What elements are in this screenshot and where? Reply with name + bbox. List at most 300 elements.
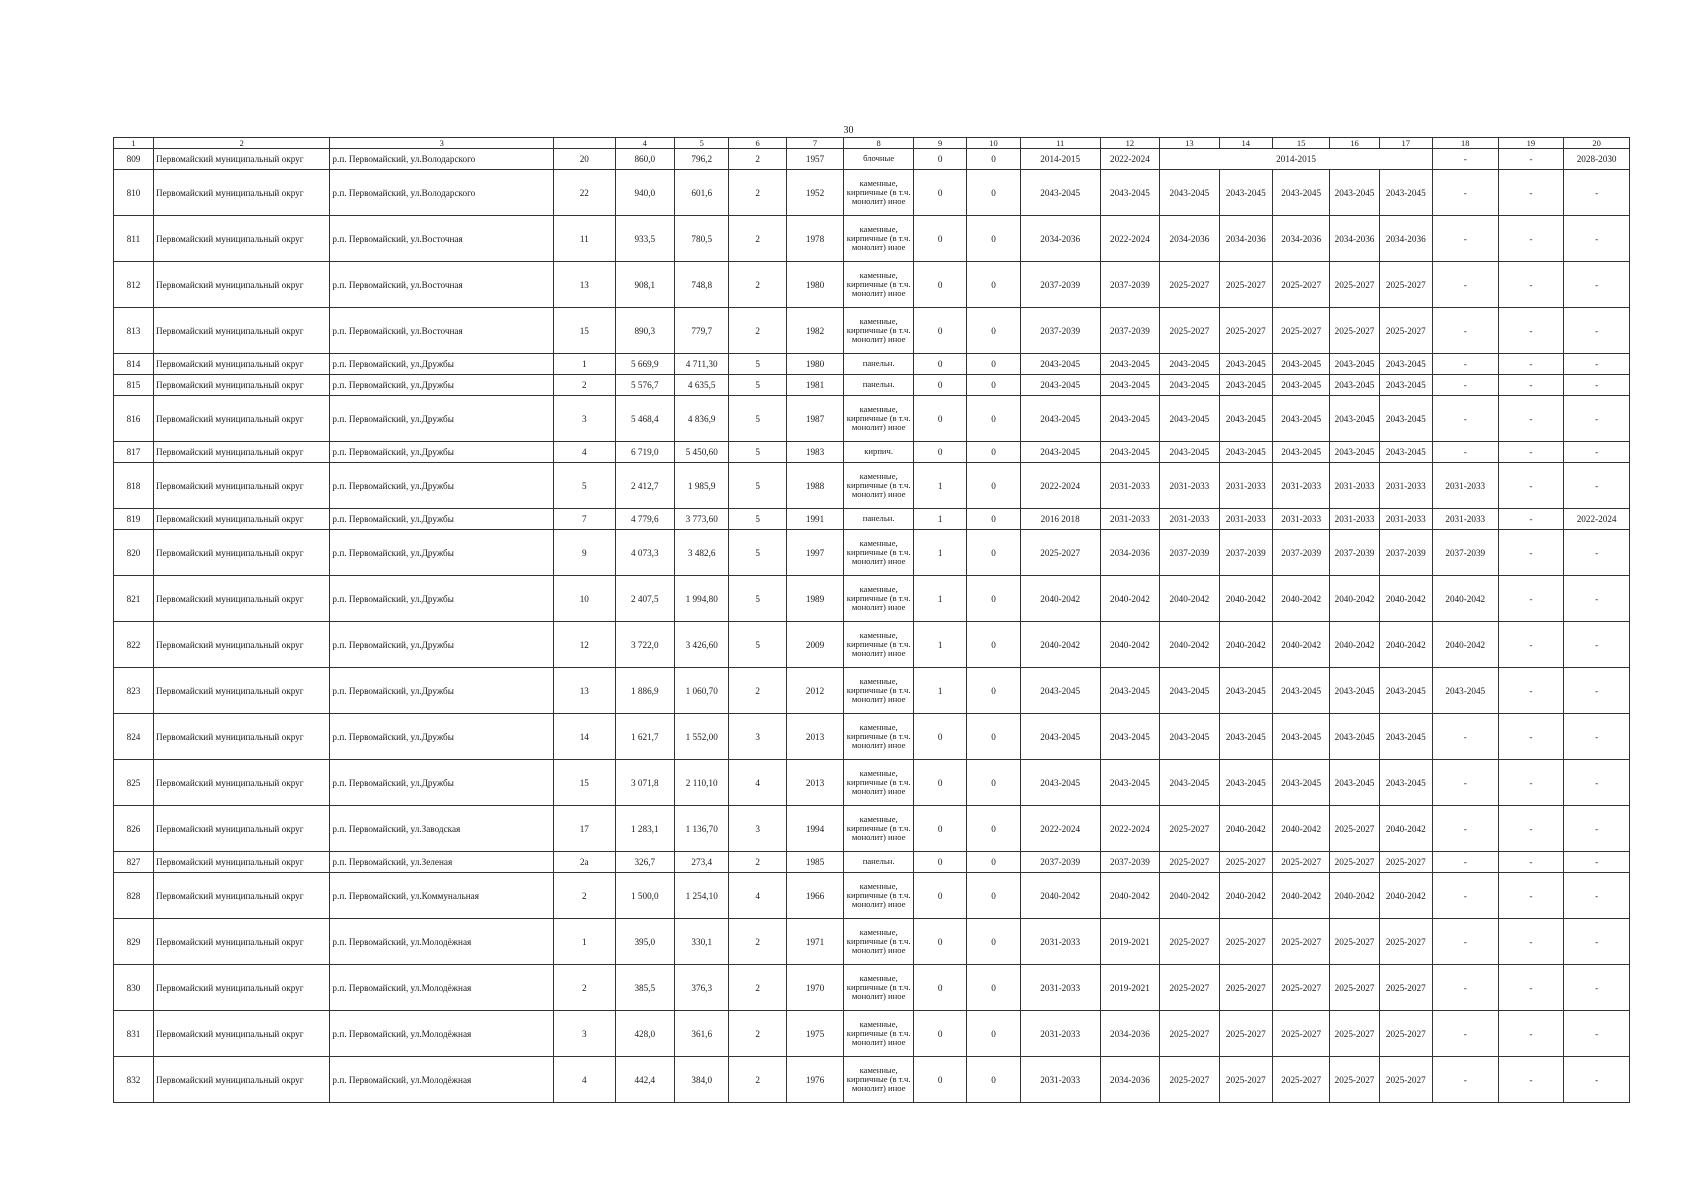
address-cell: р.п. Первомайский, ул.Молодёжная <box>330 919 554 965</box>
table-row <box>114 375 1630 396</box>
col17-period-cell: 2037-2039 <box>1379 530 1432 576</box>
house-number-cell: 4 <box>554 442 616 463</box>
year-built-cell: 1989 <box>786 576 843 622</box>
col17-period-cell: 2034-2036 <box>1379 216 1432 262</box>
floors-cell: 2 <box>729 1057 786 1103</box>
address-cell: р.п. Первомайский, ул.Восточная <box>330 308 554 354</box>
living-area-cell: 3 426,60 <box>675 622 729 668</box>
year-built-cell: 1983 <box>786 442 843 463</box>
row-number-cell: 827 <box>114 852 154 873</box>
column-number-header: 8 <box>844 138 914 149</box>
district-cell: Первомайский муниципальный округ <box>154 262 330 308</box>
col12-period-cell: 2037-2039 <box>1100 308 1159 354</box>
col13-period-cell: 2025-2027 <box>1160 919 1219 965</box>
living-area-cell: 1 552,00 <box>675 714 729 760</box>
wall-material-cell: каменные, кирпичные (в т.ч. монолит) иное <box>844 576 914 622</box>
table-row <box>114 509 1630 530</box>
district-cell: Первомайский муниципальный округ <box>154 354 330 375</box>
total-area-cell: 428,0 <box>615 1011 674 1057</box>
col9-cell: 0 <box>914 919 967 965</box>
col12-period-cell: 2034-2036 <box>1100 1057 1159 1103</box>
col12-period-cell: 2034-2036 <box>1100 1011 1159 1057</box>
col13-period-cell: 2025-2027 <box>1160 806 1219 852</box>
col12-period-cell: 2031-2033 <box>1100 509 1159 530</box>
district-cell: Первомайский муниципальный округ <box>154 668 330 714</box>
col12-period-cell: 2031-2033 <box>1100 463 1159 509</box>
col19-cell: - <box>1498 442 1564 463</box>
col13-period-cell: 2043-2045 <box>1160 760 1219 806</box>
col19-cell: - <box>1498 396 1564 442</box>
total-area-cell: 1 886,9 <box>615 668 674 714</box>
table-row <box>114 170 1630 216</box>
address-cell: р.п. Первомайский, ул.Володарского <box>330 149 554 170</box>
col16-period-cell: 2043-2045 <box>1330 714 1379 760</box>
house-number-cell: 5 <box>554 463 616 509</box>
table-row <box>114 806 1630 852</box>
district-cell: Первомайский муниципальный округ <box>154 396 330 442</box>
col16-period-cell: 2025-2027 <box>1330 965 1379 1011</box>
col13-period-cell: 2025-2027 <box>1160 965 1219 1011</box>
col19-cell: - <box>1498 530 1564 576</box>
row-number-cell: 828 <box>114 873 154 919</box>
col14-period-cell: 2025-2027 <box>1219 852 1272 873</box>
district-cell: Первомайский муниципальный округ <box>154 149 330 170</box>
floors-cell: 5 <box>729 509 786 530</box>
floors-cell: 2 <box>729 216 786 262</box>
table-row <box>114 873 1630 919</box>
col19-cell: - <box>1498 852 1564 873</box>
floors-cell: 2 <box>729 170 786 216</box>
row-number-cell: 816 <box>114 396 154 442</box>
row-number-cell: 822 <box>114 622 154 668</box>
column-number-header-row <box>114 138 1630 149</box>
col20-period-cell: - <box>1564 919 1630 965</box>
col16-period-cell: 2040-2042 <box>1330 576 1379 622</box>
col20-period-cell: - <box>1564 852 1630 873</box>
house-number-cell: 2 <box>554 375 616 396</box>
row-number-cell: 830 <box>114 965 154 1011</box>
col20-period-cell: - <box>1564 668 1630 714</box>
col14-period-cell: 2043-2045 <box>1219 714 1272 760</box>
column-number-header: 10 <box>967 138 1020 149</box>
table-row <box>114 919 1630 965</box>
living-area-cell: 384,0 <box>675 1057 729 1103</box>
row-number-cell: 813 <box>114 308 154 354</box>
row-number-cell: 809 <box>114 149 154 170</box>
col12-period-cell: 2043-2045 <box>1100 442 1159 463</box>
living-area-cell: 273,4 <box>675 852 729 873</box>
total-area-cell: 3 722,0 <box>615 622 674 668</box>
col20-period-cell: - <box>1564 463 1630 509</box>
address-cell: р.п. Первомайский, ул.Заводская <box>330 806 554 852</box>
col14-period-cell: 2034-2036 <box>1219 216 1272 262</box>
col11-period-cell: 2031-2033 <box>1020 919 1100 965</box>
col19-cell: - <box>1498 262 1564 308</box>
wall-material-cell: каменные, кирпичные (в т.ч. монолит) иное <box>844 806 914 852</box>
col12-period-cell: 2034-2036 <box>1100 530 1159 576</box>
col19-cell: - <box>1498 308 1564 354</box>
total-area-cell: 442,4 <box>615 1057 674 1103</box>
address-cell: р.п. Первомайский, ул.Молодёжная <box>330 1057 554 1103</box>
year-built-cell: 1976 <box>786 1057 843 1103</box>
col12-period-cell: 2040-2042 <box>1100 873 1159 919</box>
row-number-cell: 812 <box>114 262 154 308</box>
column-number-header <box>554 138 616 149</box>
total-area-cell: 1 500,0 <box>615 873 674 919</box>
table-row <box>114 1011 1630 1057</box>
wall-material-cell: каменные, кирпичные (в т.ч. монолит) иное <box>844 760 914 806</box>
col16-period-cell: 2040-2042 <box>1330 873 1379 919</box>
row-number-cell: 810 <box>114 170 154 216</box>
col9-cell: 0 <box>914 873 967 919</box>
total-area-cell: 2 407,5 <box>615 576 674 622</box>
col20-period-cell: - <box>1564 216 1630 262</box>
col18-period-cell: - <box>1432 262 1498 308</box>
col20-period-cell: - <box>1564 576 1630 622</box>
col20-period-cell: - <box>1564 530 1630 576</box>
col10-cell: 0 <box>967 216 1020 262</box>
col17-period-cell: 2025-2027 <box>1379 262 1432 308</box>
house-number-cell: 3 <box>554 1011 616 1057</box>
district-cell: Первомайский муниципальный округ <box>154 919 330 965</box>
row-number-cell: 824 <box>114 714 154 760</box>
table-row <box>114 1057 1630 1103</box>
wall-material-cell: каменные, кирпичные (в т.ч. монолит) иное <box>844 873 914 919</box>
col13-period-cell: 2043-2045 <box>1160 170 1219 216</box>
col14-period-cell: 2040-2042 <box>1219 576 1272 622</box>
col11-period-cell: 2043-2045 <box>1020 760 1100 806</box>
col18-period-cell: - <box>1432 714 1498 760</box>
house-number-cell: 1 <box>554 354 616 375</box>
col9-cell: 0 <box>914 714 967 760</box>
col15-period-cell: 2043-2045 <box>1272 668 1329 714</box>
col18-period-cell: - <box>1432 442 1498 463</box>
col12-period-cell: 2043-2045 <box>1100 714 1159 760</box>
year-built-cell: 2013 <box>786 714 843 760</box>
col10-cell: 0 <box>967 852 1020 873</box>
col19-cell: - <box>1498 149 1564 170</box>
total-area-cell: 395,0 <box>615 919 674 965</box>
col16-period-cell: 2034-2036 <box>1330 216 1379 262</box>
column-number-header: 17 <box>1379 138 1432 149</box>
house-number-cell: 17 <box>554 806 616 852</box>
table-row <box>114 216 1630 262</box>
col9-cell: 0 <box>914 308 967 354</box>
col13-period-cell: 2043-2045 <box>1160 668 1219 714</box>
living-area-cell: 4 635,5 <box>675 375 729 396</box>
house-number-cell: 13 <box>554 262 616 308</box>
house-number-cell: 4 <box>554 1057 616 1103</box>
col11-period-cell: 2043-2045 <box>1020 170 1100 216</box>
address-cell: р.п. Первомайский, ул.Дружбы <box>330 463 554 509</box>
district-cell: Первомайский муниципальный округ <box>154 965 330 1011</box>
district-cell: Первомайский муниципальный округ <box>154 308 330 354</box>
col11-period-cell: 2025-2027 <box>1020 530 1100 576</box>
year-built-cell: 1966 <box>786 873 843 919</box>
col18-period-cell: - <box>1432 806 1498 852</box>
floors-cell: 5 <box>729 576 786 622</box>
col18-period-cell: - <box>1432 308 1498 354</box>
col18-period-cell: - <box>1432 965 1498 1011</box>
column-number-header: 2 <box>154 138 330 149</box>
col20-period-cell: - <box>1564 170 1630 216</box>
col20-period-cell: - <box>1564 1011 1630 1057</box>
col19-cell: - <box>1498 1057 1564 1103</box>
col9-cell: 1 <box>914 622 967 668</box>
column-number-header: 5 <box>675 138 729 149</box>
wall-material-cell: кирпич. <box>844 442 914 463</box>
column-number-header: 7 <box>786 138 843 149</box>
col13-period-cell: 2040-2042 <box>1160 873 1219 919</box>
col13-period-cell: 2025-2027 <box>1160 1057 1219 1103</box>
col18-period-cell: - <box>1432 760 1498 806</box>
district-cell: Первомайский муниципальный округ <box>154 714 330 760</box>
year-built-cell: 1975 <box>786 1011 843 1057</box>
col10-cell: 0 <box>967 262 1020 308</box>
col14-period-cell: 2037-2039 <box>1219 530 1272 576</box>
col10-cell: 0 <box>967 576 1020 622</box>
district-cell: Первомайский муниципальный округ <box>154 806 330 852</box>
col11-period-cell: 2037-2039 <box>1020 262 1100 308</box>
house-number-cell: 15 <box>554 308 616 354</box>
col13-period-cell: 2043-2045 <box>1160 375 1219 396</box>
col20-period-cell: 2028-2030 <box>1564 149 1630 170</box>
house-number-cell: 13 <box>554 668 616 714</box>
house-number-cell: 7 <box>554 509 616 530</box>
column-number-header: 20 <box>1564 138 1630 149</box>
col17-period-cell: 2025-2027 <box>1379 919 1432 965</box>
district-cell: Первомайский муниципальный округ <box>154 760 330 806</box>
col14-period-cell: 2025-2027 <box>1219 308 1272 354</box>
floors-cell: 2 <box>729 262 786 308</box>
col17-period-cell: 2043-2045 <box>1379 170 1432 216</box>
table-row <box>114 714 1630 760</box>
col19-cell: - <box>1498 354 1564 375</box>
col12-period-cell: 2043-2045 <box>1100 354 1159 375</box>
col17-period-cell: 2025-2027 <box>1379 1011 1432 1057</box>
col15-period-cell: 2043-2045 <box>1272 354 1329 375</box>
table-row <box>114 396 1630 442</box>
address-cell: р.п. Первомайский, ул.Дружбы <box>330 530 554 576</box>
floors-cell: 5 <box>729 442 786 463</box>
wall-material-cell: панельн. <box>844 354 914 375</box>
address-cell: р.п. Первомайский, ул.Дружбы <box>330 622 554 668</box>
col13-period-cell: 2031-2033 <box>1160 463 1219 509</box>
col9-cell: 1 <box>914 576 967 622</box>
col13-period-cell: 2025-2027 <box>1160 308 1219 354</box>
col15-period-cell: 2025-2027 <box>1272 852 1329 873</box>
col15-period-cell: 2025-2027 <box>1272 1057 1329 1103</box>
col11-period-cell: 2043-2045 <box>1020 354 1100 375</box>
district-cell: Первомайский муниципальный округ <box>154 216 330 262</box>
col19-cell: - <box>1498 1011 1564 1057</box>
col15-period-cell: 2031-2033 <box>1272 509 1329 530</box>
col11-period-cell: 2022-2024 <box>1020 463 1100 509</box>
column-number-header: 12 <box>1100 138 1159 149</box>
col18-period-cell: - <box>1432 919 1498 965</box>
col11-period-cell: 2040-2042 <box>1020 576 1100 622</box>
total-area-cell: 890,3 <box>615 308 674 354</box>
col9-cell: 0 <box>914 354 967 375</box>
col16-period-cell: 2043-2045 <box>1330 170 1379 216</box>
living-area-cell: 1 985,9 <box>675 463 729 509</box>
col13-period-cell: 2040-2042 <box>1160 622 1219 668</box>
column-number-header: 15 <box>1272 138 1329 149</box>
address-cell: р.п. Первомайский, ул.Дружбы <box>330 509 554 530</box>
table-row <box>114 308 1630 354</box>
col12-period-cell: 2040-2042 <box>1100 622 1159 668</box>
district-cell: Первомайский муниципальный округ <box>154 576 330 622</box>
col17-period-cell: 2043-2045 <box>1379 760 1432 806</box>
wall-material-cell: каменные, кирпичные (в т.ч. монолит) иное <box>844 170 914 216</box>
year-built-cell: 2009 <box>786 622 843 668</box>
total-area-cell: 940,0 <box>615 170 674 216</box>
living-area-cell: 330,1 <box>675 919 729 965</box>
house-number-cell: 11 <box>554 216 616 262</box>
col14-period-cell: 2043-2045 <box>1219 170 1272 216</box>
house-number-cell: 10 <box>554 576 616 622</box>
col14-period-cell: 2043-2045 <box>1219 375 1272 396</box>
wall-material-cell: каменные, кирпичные (в т.ч. монолит) иное <box>844 668 914 714</box>
col18-period-cell: - <box>1432 396 1498 442</box>
col17-period-cell: 2040-2042 <box>1379 873 1432 919</box>
column-number-header: 1 <box>114 138 154 149</box>
wall-material-cell: каменные, кирпичные (в т.ч. монолит) иное <box>844 396 914 442</box>
year-built-cell: 1982 <box>786 308 843 354</box>
col11-period-cell: 2040-2042 <box>1020 873 1100 919</box>
district-cell: Первомайский муниципальный округ <box>154 170 330 216</box>
address-cell: р.п. Первомайский, ул.Дружбы <box>330 714 554 760</box>
living-area-cell: 2 110,10 <box>675 760 729 806</box>
col15-period-cell: 2040-2042 <box>1272 576 1329 622</box>
row-number-cell: 826 <box>114 806 154 852</box>
floors-cell: 5 <box>729 463 786 509</box>
district-cell: Первомайский муниципальный округ <box>154 463 330 509</box>
col10-cell: 0 <box>967 668 1020 714</box>
living-area-cell: 3 773,60 <box>675 509 729 530</box>
col20-period-cell: - <box>1564 806 1630 852</box>
col14-period-cell: 2025-2027 <box>1219 262 1272 308</box>
living-area-cell: 4 711,30 <box>675 354 729 375</box>
col13-period-cell: 2040-2042 <box>1160 576 1219 622</box>
col11-period-cell: 2031-2033 <box>1020 1057 1100 1103</box>
house-number-cell: 9 <box>554 530 616 576</box>
col9-cell: 1 <box>914 463 967 509</box>
year-built-cell: 1981 <box>786 375 843 396</box>
col12-period-cell: 2022-2024 <box>1100 149 1159 170</box>
house-number-cell: 22 <box>554 170 616 216</box>
col18-period-cell: - <box>1432 852 1498 873</box>
col19-cell: - <box>1498 216 1564 262</box>
col16-period-cell: 2031-2033 <box>1330 509 1379 530</box>
col18-period-cell: - <box>1432 170 1498 216</box>
col12-period-cell: 2043-2045 <box>1100 170 1159 216</box>
col9-cell: 0 <box>914 965 967 1011</box>
floors-cell: 2 <box>729 149 786 170</box>
wall-material-cell: каменные, кирпичные (в т.ч. монолит) иное <box>844 262 914 308</box>
col16-period-cell: 2043-2045 <box>1330 442 1379 463</box>
col20-period-cell: - <box>1564 760 1630 806</box>
total-area-cell: 3 071,8 <box>615 760 674 806</box>
wall-material-cell: каменные, кирпичные (в т.ч. монолит) иное <box>844 308 914 354</box>
col18-period-cell: 2031-2033 <box>1432 463 1498 509</box>
col19-cell: - <box>1498 919 1564 965</box>
col18-period-cell: - <box>1432 354 1498 375</box>
col20-period-cell: - <box>1564 714 1630 760</box>
col14-period-cell: 2040-2042 <box>1219 806 1272 852</box>
col9-cell: 0 <box>914 1057 967 1103</box>
col14-period-cell: 2025-2027 <box>1219 965 1272 1011</box>
col10-cell: 0 <box>967 149 1020 170</box>
row-number-cell: 820 <box>114 530 154 576</box>
col13-period-cell: 2043-2045 <box>1160 396 1219 442</box>
address-cell: р.п. Первомайский, ул.Дружбы <box>330 354 554 375</box>
col16-period-cell: 2025-2027 <box>1330 308 1379 354</box>
col18-period-cell: - <box>1432 375 1498 396</box>
table-row <box>114 760 1630 806</box>
col15-period-cell: 2043-2045 <box>1272 760 1329 806</box>
col17-period-cell: 2040-2042 <box>1379 622 1432 668</box>
row-number-cell: 825 <box>114 760 154 806</box>
col19-cell: - <box>1498 965 1564 1011</box>
col15-period-cell: 2043-2045 <box>1272 375 1329 396</box>
row-number-cell: 829 <box>114 919 154 965</box>
living-area-cell: 1 136,70 <box>675 806 729 852</box>
col16-period-cell: 2025-2027 <box>1330 1057 1379 1103</box>
col12-period-cell: 2043-2045 <box>1100 396 1159 442</box>
row-number-cell: 819 <box>114 509 154 530</box>
col12-period-cell: 2043-2045 <box>1100 375 1159 396</box>
col14-period-cell: 2040-2042 <box>1219 873 1272 919</box>
col18-period-cell: 2040-2042 <box>1432 576 1498 622</box>
col14-period-cell: 2031-2033 <box>1219 509 1272 530</box>
total-area-cell: 1 621,7 <box>615 714 674 760</box>
column-number-header: 4 <box>615 138 674 149</box>
col10-cell: 0 <box>967 919 1020 965</box>
column-number-header: 6 <box>729 138 786 149</box>
col20-period-cell: 2022-2024 <box>1564 509 1630 530</box>
col10-cell: 0 <box>967 509 1020 530</box>
wall-material-cell: каменные, кирпичные (в т.ч. монолит) иное <box>844 919 914 965</box>
col18-period-cell: 2031-2033 <box>1432 509 1498 530</box>
col15-period-cell: 2025-2027 <box>1272 965 1329 1011</box>
address-cell: р.п. Первомайский, ул.Дружбы <box>330 668 554 714</box>
row-number-cell: 811 <box>114 216 154 262</box>
living-area-cell: 361,6 <box>675 1011 729 1057</box>
floors-cell: 5 <box>729 622 786 668</box>
living-area-cell: 780,5 <box>675 216 729 262</box>
col13-period-cell: 2043-2045 <box>1160 714 1219 760</box>
col12-period-cell: 2037-2039 <box>1100 852 1159 873</box>
col16-period-cell: 2043-2045 <box>1330 354 1379 375</box>
address-cell: р.п. Первомайский, ул.Дружбы <box>330 760 554 806</box>
row-number-cell: 831 <box>114 1011 154 1057</box>
col9-cell: 0 <box>914 375 967 396</box>
column-number-header: 14 <box>1219 138 1272 149</box>
col15-period-cell: 2031-2033 <box>1272 463 1329 509</box>
district-cell: Первомайский муниципальный округ <box>154 530 330 576</box>
living-area-cell: 779,7 <box>675 308 729 354</box>
year-built-cell: 1980 <box>786 262 843 308</box>
total-area-cell: 933,5 <box>615 216 674 262</box>
table-row <box>114 149 1630 170</box>
address-cell: р.п. Первомайский, ул.Молодёжная <box>330 965 554 1011</box>
col15-period-cell: 2043-2045 <box>1272 714 1329 760</box>
col20-period-cell: - <box>1564 354 1630 375</box>
district-cell: Первомайский муниципальный округ <box>154 852 330 873</box>
housing-register-table <box>113 137 1630 1103</box>
col15-period-cell: 2037-2039 <box>1272 530 1329 576</box>
